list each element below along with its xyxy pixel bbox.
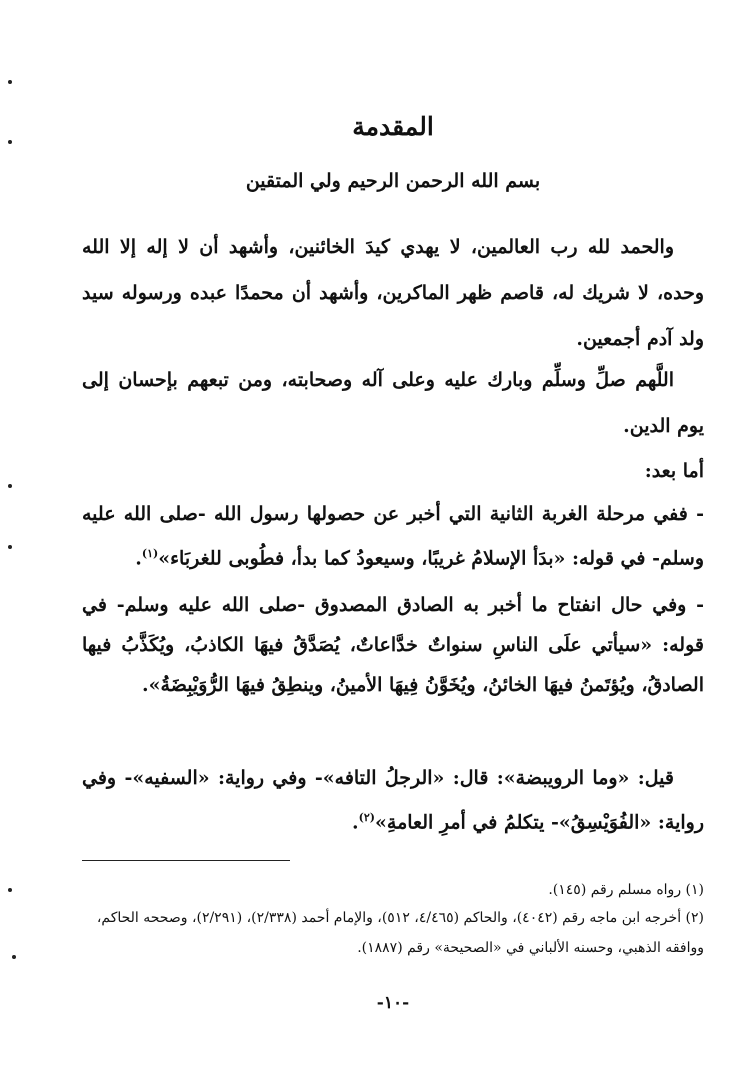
hadith-quote-ghurba: «بدَأ الإسلامُ غريبًا، وسيعودُ كما بدأ، فطُوبى للغربَاء» xyxy=(158,547,566,570)
footnote-ref-2: (٢) xyxy=(358,811,376,824)
basmala: بسم الله الرحمن الرحيم ولي المتقين xyxy=(245,170,541,192)
paragraph-sanawat xyxy=(82,585,704,705)
footnote-1: (١) رواه مسلم رقم (١٤٥). xyxy=(548,882,704,898)
hadith-quote-sanawat: «سيأتي علَى الناسِ سنواتٌ خدَّاعاتٌ، يُصَدَّقُ فيهَا الكاذبُ، ويُكَذَّبُ فيها الصادقُ، ويُؤتَمنُ فيهَا الخائنُ، ويُخَوَّنُ فِيهَا الأمينُ، وينطِقُ فيهَا الرُّوَيْبِضَةُ» xyxy=(82,634,704,696)
paragraph-sanawat-end: . xyxy=(142,674,149,696)
paragraph-sanawat-intro: - وفي حال انفتاح ما أخبر به الصادق المصدوق -صلى الله عليه وسلم- في قوله: xyxy=(82,594,704,656)
scan-speck xyxy=(8,140,12,144)
paragraph-praise: والحمد لله رب العالمين، لا يهدي كيدَ الخائنين، وأشهد أن لا إله إلا الله وحده، لا شريك له، قاصم ظهر الماكرين، وأشهد أن محمدًا عبده ورسوله سيد ولد آدم أجمعين. xyxy=(82,236,704,350)
scan-speck xyxy=(8,80,12,84)
paragraph-ghurba-end: . xyxy=(135,547,142,570)
paragraph-salawat: اللَّهم صلِّ وسلِّم وبارك عليه وعلى آله وصحابته، ومن تبعهم بإحسان إلى يوم الدين. xyxy=(82,369,704,437)
scan-speck xyxy=(8,545,12,549)
paragraph-ruwaybida xyxy=(82,758,704,842)
page-body xyxy=(82,0,704,1087)
page-title: المقدمة xyxy=(352,112,434,141)
scan-speck xyxy=(8,484,12,488)
paragraph-ghurba-intro: - ففي مرحلة الغربة الثانية التي أخبر عن حصولها رسول الله -صلى الله عليه وسلم- في قوله: xyxy=(82,503,704,570)
paragraph-ghurba xyxy=(82,494,704,578)
paragraph-ruwaybida-end: . xyxy=(352,811,359,834)
footnote-ref-1: (١) xyxy=(141,547,159,560)
amma-baad-heading: أما بعد: xyxy=(644,460,704,482)
paragraph-ruwaybida-text: قيل: «وما الرويبضة»: قال: «الرجلُ التافه»- وفي رواية: «السفيه»- وفي رواية: «الفُوَيْسِقُ»- يتكلمُ في أمرِ العامةِ» xyxy=(82,767,704,834)
scan-speck xyxy=(8,888,12,892)
page-number: -١٠- xyxy=(376,993,410,1013)
footnote-divider xyxy=(82,860,290,861)
scan-speck xyxy=(12,955,16,959)
footnote-2: (٢) أخرجه ابن ماجه رقم (٤٠٤٢)، والحاكم (٤/٤٦٥، ٥١٢)، والإمام أحمد (٢/٣٣٨)، (٢/٢٩١)، وصححه الحاكم، ووافقه الذهبي، وحسنه الألباني في «الصحيحة» رقم (١٨٨٧). xyxy=(96,910,704,956)
